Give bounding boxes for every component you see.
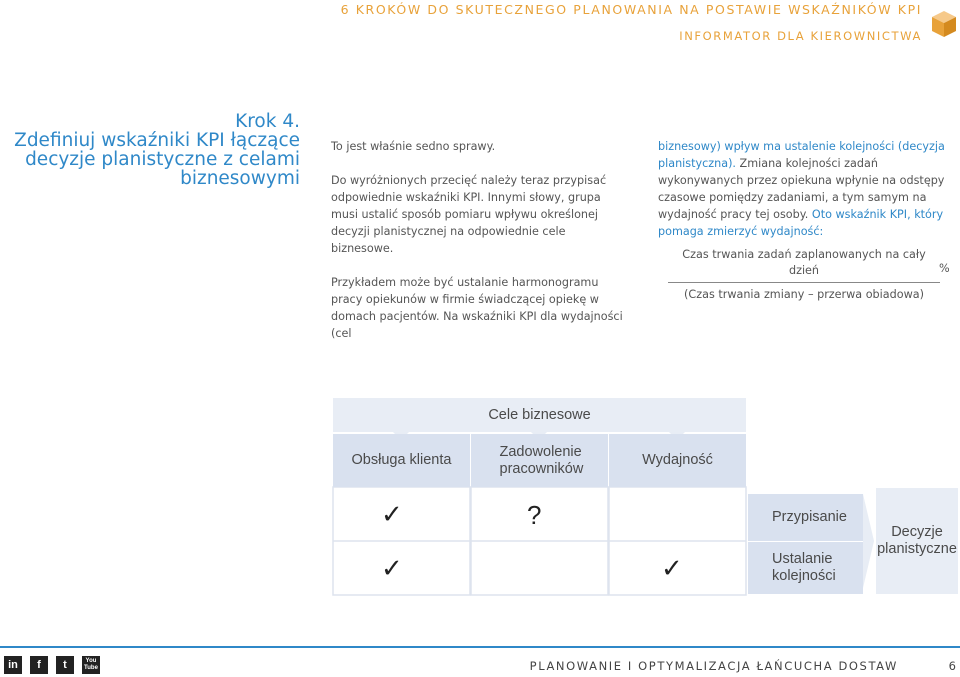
goal-customer-service: Obsługa klienta	[333, 434, 470, 487]
linkedin-icon[interactable]: in	[4, 656, 22, 674]
decision-sequencing: Ustalanie kolejności	[748, 542, 863, 594]
business-goals-header: Cele biznesowe	[333, 398, 746, 432]
page-number: 6	[948, 659, 956, 673]
check-icon: ✓	[381, 500, 403, 530]
paragraph: Przykładem może być ustalanie harmonogramu pracy opiekunów w firmie świadczącej opiekę w domach pacjentów. Na wskaźniki KPI dla wydajności (cel	[331, 276, 623, 340]
footer-title: PLANOWANIE I OPTYMALIZACJA ŁAŃCUCHA DOSTAW	[529, 659, 898, 673]
step-title-line: decyzje planistyczne z celami	[25, 149, 300, 170]
paragraph: To jest właśnie sedno sprawy.	[331, 140, 496, 153]
check-icon: ✓	[661, 554, 683, 584]
highlight-text: Oto wskaźnik KPI, który pomaga zmierzyć wydajność:	[658, 208, 944, 238]
twitter-icon[interactable]: t	[56, 656, 74, 674]
facebook-icon[interactable]: f	[30, 656, 48, 674]
planning-decisions-label: Decyzje planistyczne	[876, 488, 958, 594]
highlight-text: biznesowy) wpływ ma ustalenie kolejności (decyzja planistyczna).	[658, 140, 945, 170]
step-title-line: Zdefiniuj wskaźniki KPI łączące	[14, 130, 300, 151]
formula-numerator: Czas trwania zadań zaplanowanych na cały dzień	[682, 248, 926, 277]
decision-assignment: Przypisanie	[748, 494, 863, 541]
formula-unit: %	[939, 262, 950, 275]
step-number: Krok 4.	[235, 111, 300, 132]
formula-denominator: (Czas trwania zmiany – przerwa obiadowa)	[684, 288, 924, 301]
paragraph-text: Zmiana kolejności zadań wykonywanych przez opiekuna wpłynie na odstępy czasowe pomiędzy zadaniami, a tym samym na wydajność pracy tej osoby.	[658, 157, 945, 221]
header-subtitle: INFORMATOR DLA KIEROWNICTWA	[679, 29, 922, 43]
youtube-icon[interactable]: You Tube	[82, 656, 100, 674]
footer-divider	[0, 646, 960, 648]
goal-efficiency: Wydajność	[609, 434, 746, 487]
header-title: 6 KROKÓW DO SKUTECZNEGO PLANOWANIA NA POSTAWIE WSKAŹNIKÓW KPI	[340, 2, 922, 17]
paragraph: Do wyróżnionych przecięć należy teraz przypisać odpowiednie wskaźniki KPI. Innymi słowy, grupa musi ustalić sposób pomiaru wpływu określonej decyzji planistycznej na odpowiednie cele biznesowe.	[331, 174, 607, 255]
question-mark-icon: ?	[527, 500, 542, 530]
check-icon: ✓	[381, 554, 403, 584]
goal-employee-satisfaction: Zadowolenie pracowników	[471, 434, 608, 487]
step-title-line: biznesowymi	[180, 168, 300, 189]
